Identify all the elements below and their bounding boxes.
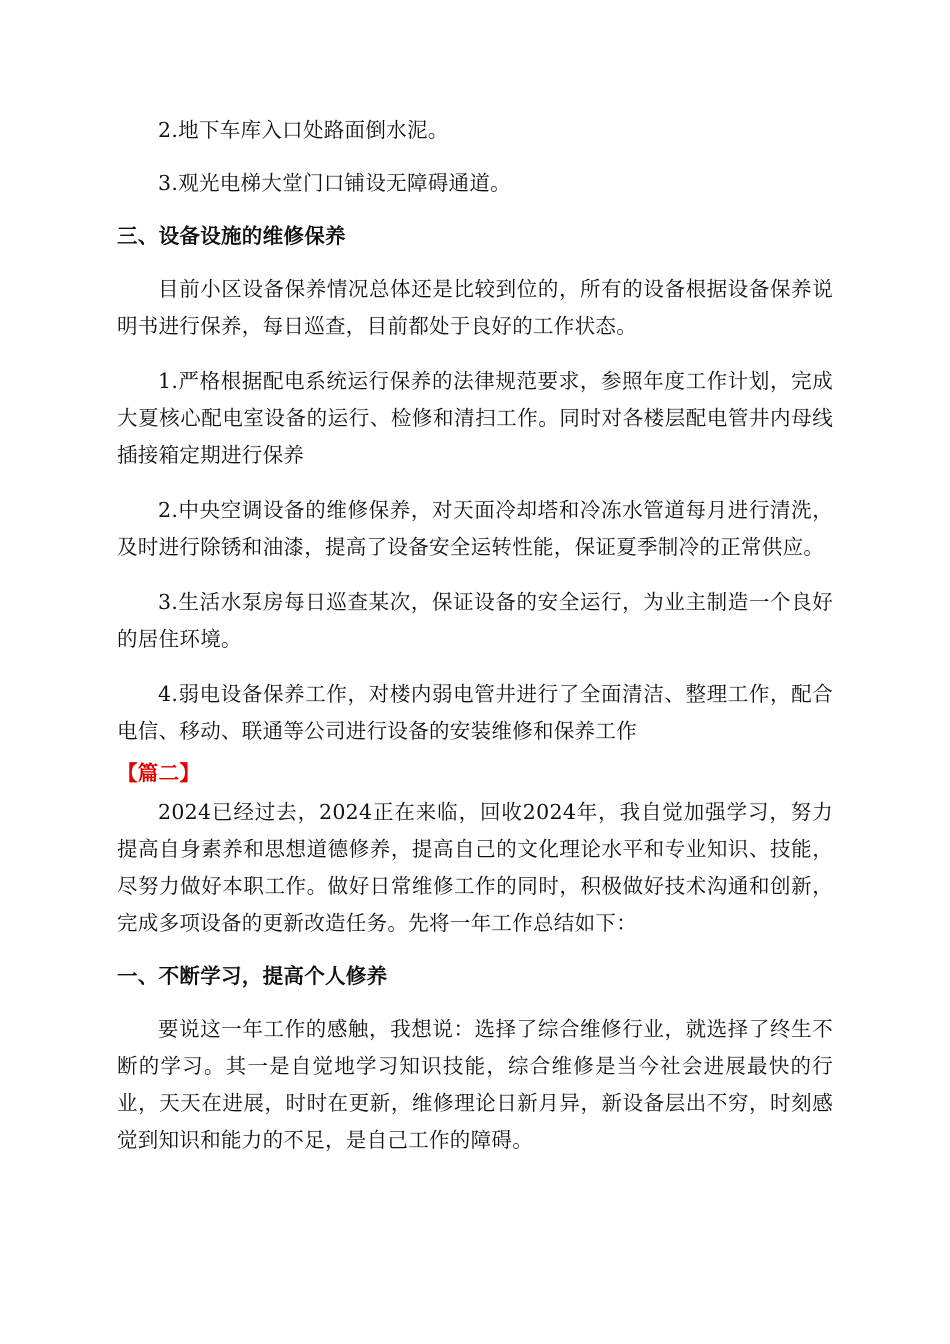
paragraph-year-intro: 2024已经过去，2024正在来临，回收2024年，我自觉加强学习，努力提高自身素养和思想道德修养，提高自己的文化理论水平和专业知识、技能，尽努力做好本职工作。做好日常维修工作的同时，积极做好技术沟通和创新，完成多项设备的更新改造任务。先将一年工作总结如下： [117, 800, 833, 935]
section-marker-part-two: 【篇二】 [117, 761, 201, 785]
document-page [117, 112, 833, 1159]
paragraph-item-3: 3.观光电梯大堂门口铺设无障碍通道。 [158, 171, 511, 195]
paragraph-power-distribution: 1.严格根据配电系统运行保养的法律规范要求，参照年度工作计划，完成大夏核心配电室设备的运行、检修和清扫工作。同时对各楼层配电管井内母线插接箱定期进行保养 [117, 369, 833, 467]
paragraph-learning: 要说这一年工作的感触，我想说：选择了综合维修行业，就选择了终生不断的学习。其一是自觉地学习知识技能，综合维修是当今社会进展最快的行业，天天在进展，时时在更新，维修理论日新月异，新设备层出不穷，时刻感觉到知识和能力的不足，是自己工作的障碍。 [117, 1017, 833, 1152]
paragraph-item-2: 2.地下车库入口处路面倒水泥。 [158, 118, 449, 142]
paragraph-water-pump: 3.生活水泵房每日巡查某次，保证设备的安全运行，为业主制造一个良好的居住环境。 [117, 590, 833, 651]
heading-section-3: 三、设备设施的维修保养 [117, 224, 346, 248]
paragraph-weak-current: 4.弱电设备保养工作，对楼内弱电管井进行了全面清洁、整理工作，配合电信、移动、联通等公司进行设备的安装维修和保养工作 [117, 682, 833, 743]
paragraph-equipment-overview: 目前小区设备保养情况总体还是比较到位的，所有的设备根据设备保养说明书进行保养，每日巡查，目前都处于良好的工作状态。 [117, 277, 833, 338]
heading-section-1: 一、不断学习，提高个人修养 [117, 964, 388, 988]
paragraph-central-ac: 2.中央空调设备的维修保养，对天面冷却塔和冷冻水管道每月进行清洗，及时进行除锈和油漆，提高了设备安全运转性能，保证夏季制冷的正常供应。 [117, 498, 833, 559]
